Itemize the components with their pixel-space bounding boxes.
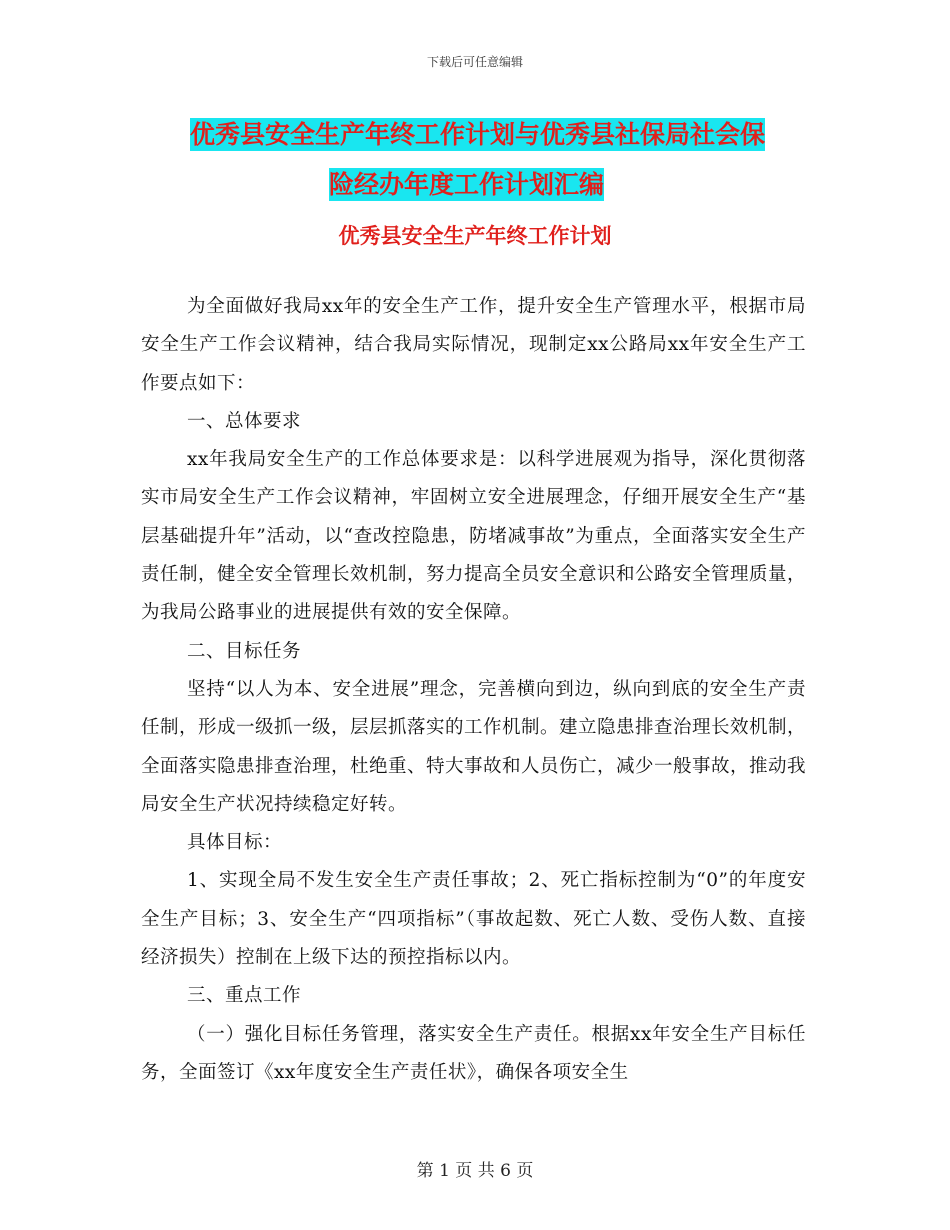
heading-key-work: 三、重点工作 xyxy=(187,985,302,1007)
document-title-line-1: 优秀县安全生产年终工作计划与优秀县社保局社会保 xyxy=(190,120,766,149)
section-title: 优秀县安全生产年终工作计划 xyxy=(338,224,612,248)
paragraph: （一）强化目标任务管理，落实安全生产责任。根据xx年安全生产目标任务，全面签订《xx年度安全生产责任状》，确保各项安全生 xyxy=(141,1023,806,1083)
document-title xyxy=(190,110,810,210)
page-footer: 第 1 页 共 6 页 xyxy=(416,1161,534,1181)
heading-overall-requirements: 一、总体要求 xyxy=(187,410,302,432)
paragraph: 1、实现全局不发生安全生产责任事故；2、死亡指标控制为“0”的年度安全生产目标；3、安全生产“四项指标”（事故起数、死亡人数、受伤人数、直接经济损失）控制在上级下达的预控指标以内。 xyxy=(141,870,806,969)
paragraph: 为全面做好我局xx年的安全生产工作，提升安全生产管理水平，根据市局安全生产工作会议精神，结合我局实际情况，现制定xx公路局xx年安全生产工作要点如下： xyxy=(141,296,806,394)
paragraph: 坚持“以人为本、安全进展”理念，完善横向到边，纵向到底的安全生产责任制，形成一级抓一级，层层抓落实的工作机制。建立隐患排查治理长效机制，全面落实隐患排查治理，杜绝重、特大事故和人员伤亡，减少一般事故，推动我局安全生产状况持续稳定好转。 xyxy=(141,678,807,815)
header-note: 下载后可任意编辑 xyxy=(426,55,523,69)
document-title-line-2: 险经办年度工作计划汇编 xyxy=(329,170,605,199)
heading-goals-tasks: 二、目标任务 xyxy=(187,640,302,662)
paragraph: xx年我局安全生产的工作总体要求是：以科学进展观为指导，深化贯彻落实市局安全生产工作会议精神，牢固树立安全进展理念，仔细开展安全生产“基层基础提升年”活动，以“查改控隐患，防堵减事故”为重点，全面落实安全生产责任制，健全安全管理长效机制，努力提高全员安全意识和公路安全管理质量，为我局公路事业的进展提供有效的安全保障。 xyxy=(141,449,807,624)
heading-specific-goals: 具体目标： xyxy=(187,832,283,854)
document-body xyxy=(141,288,806,1092)
